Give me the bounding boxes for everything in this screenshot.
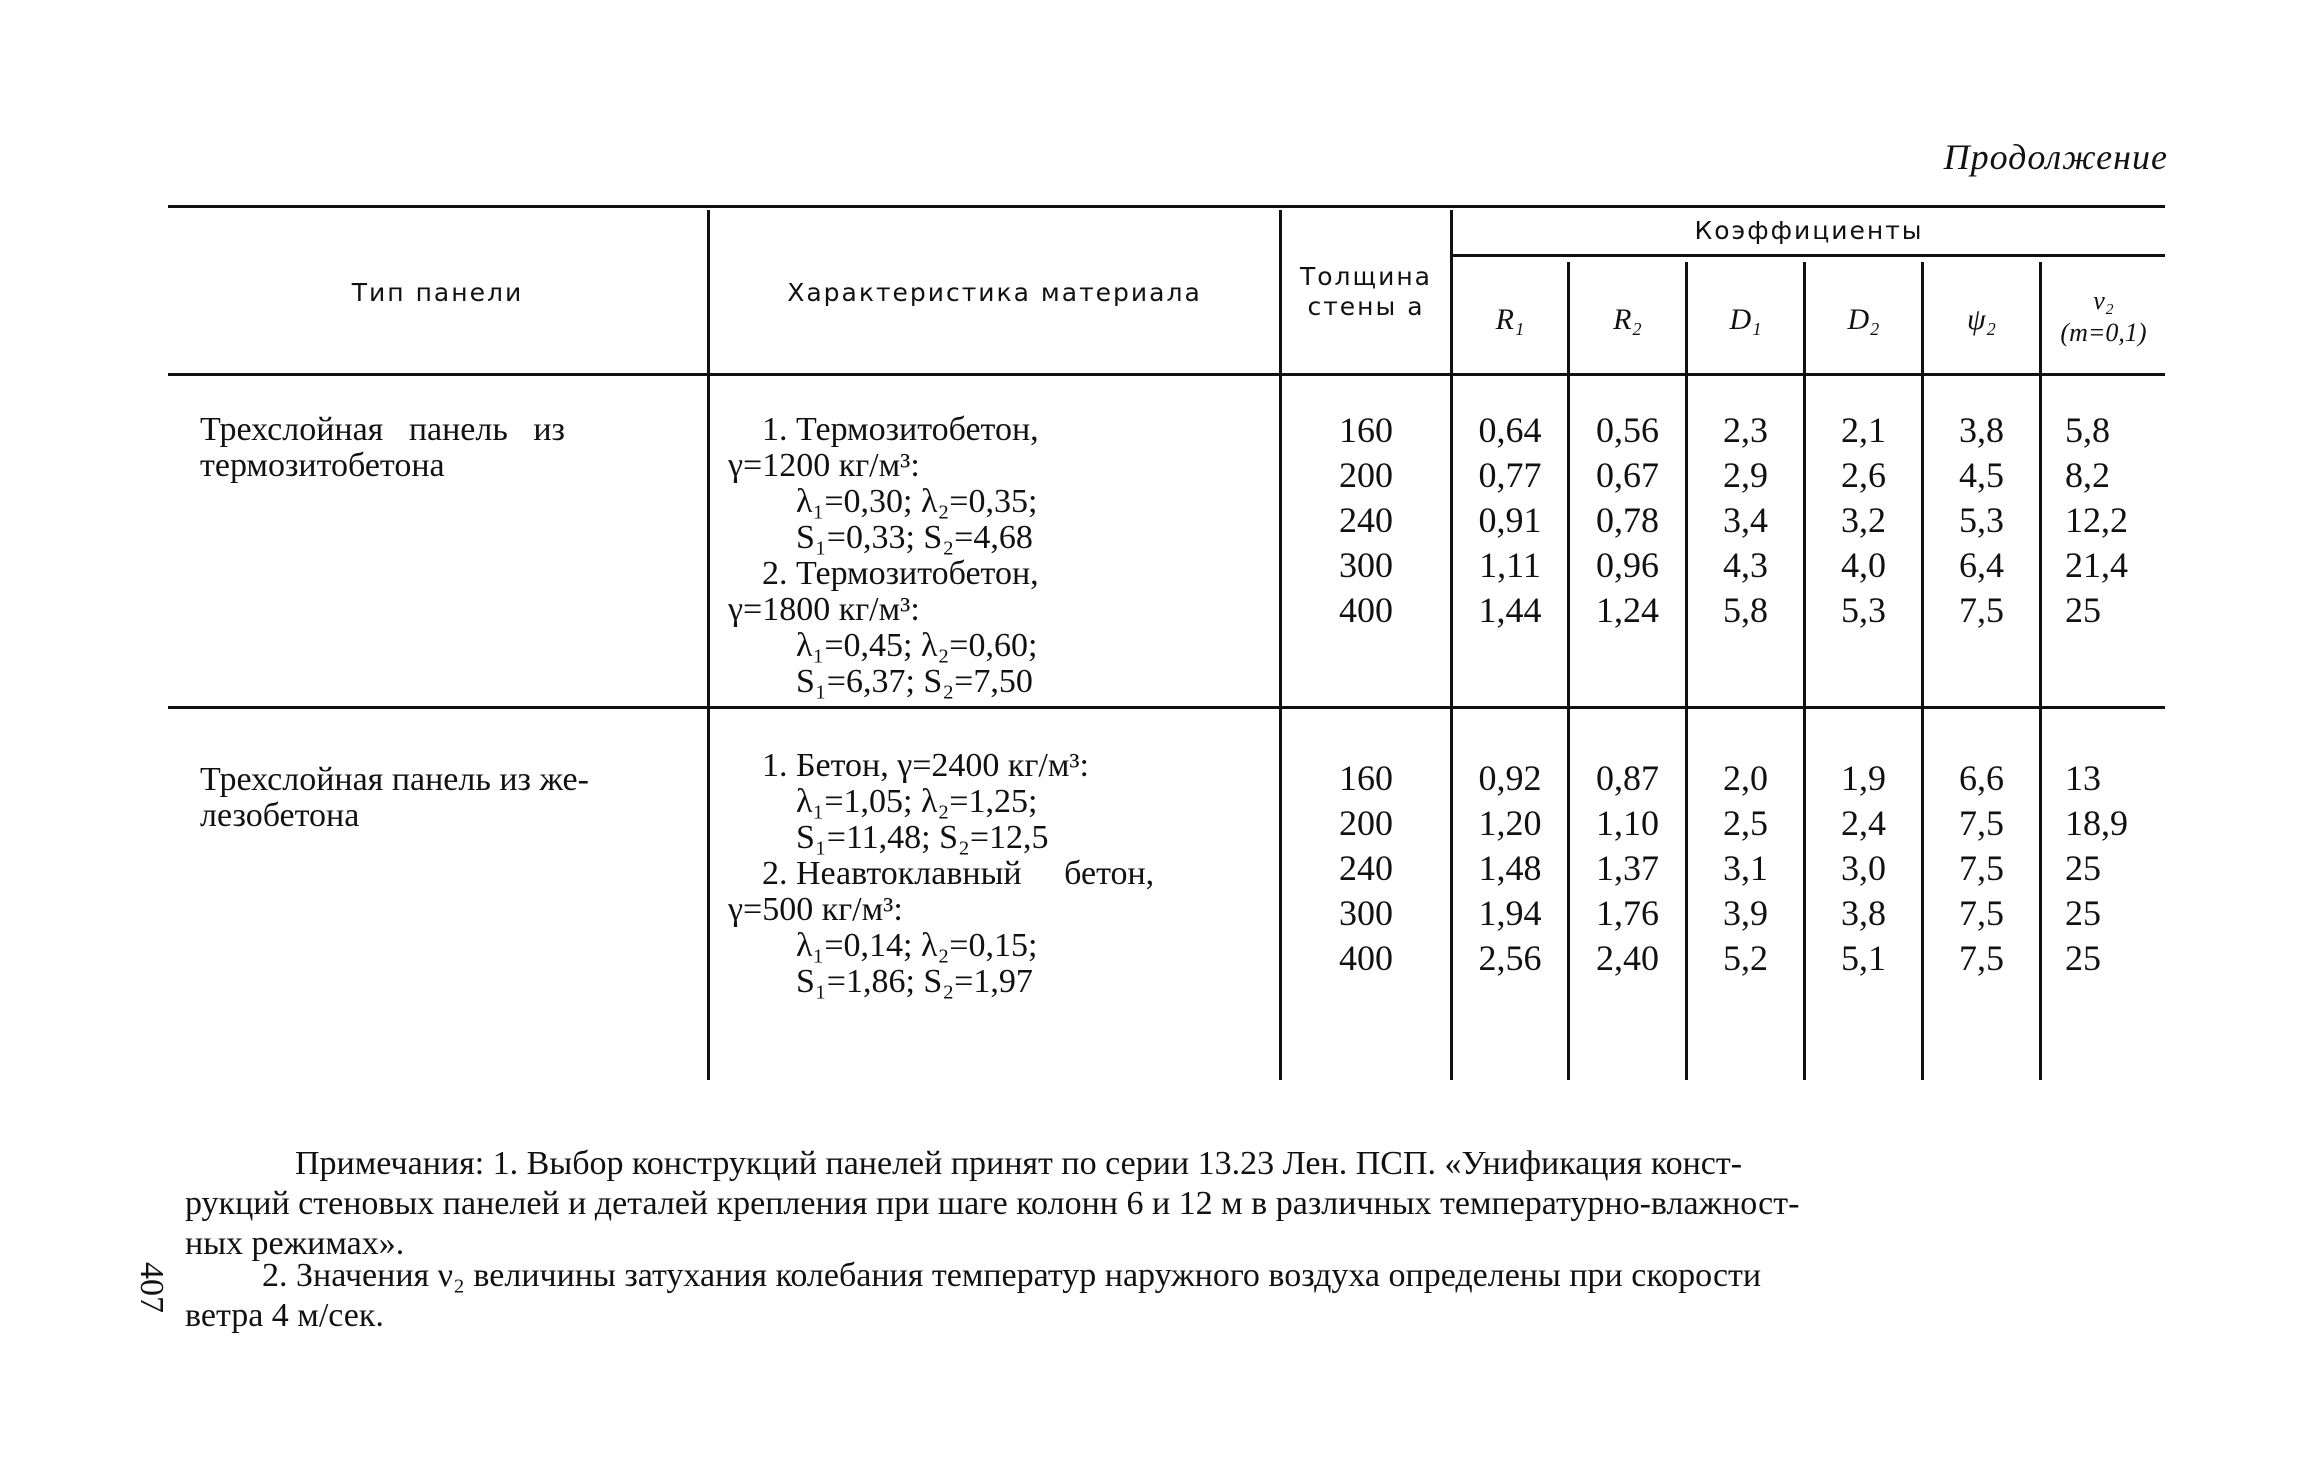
header-d1: D₁ bbox=[1729, 303, 1762, 336]
row1-panel-type: Трехслойная панель из термозитобетона bbox=[200, 411, 565, 484]
row2-d2: 1,9 2,4 3,0 3,8 5,1 bbox=[1841, 758, 1886, 978]
header-bottom-rule bbox=[168, 373, 2165, 376]
row1-nu2: 5,8 8,2 12,2 21,4 25 bbox=[2065, 410, 2128, 630]
col-divider-8 bbox=[2039, 262, 2042, 1080]
row1-psi2: 3,8 4,5 5,3 6,4 7,5 bbox=[1959, 410, 2004, 630]
header-coefficients: Коэффициенты bbox=[1694, 216, 1924, 245]
row2-r1: 0,92 1,20 1,48 1,94 2,56 bbox=[1478, 758, 1542, 978]
row1-d1: 2,3 2,9 3,4 4,3 5,8 bbox=[1723, 410, 1768, 630]
header-psi2: ψ₂ bbox=[1966, 303, 1997, 336]
coefficients-rule bbox=[1450, 254, 2165, 257]
row1-material: 1. Термозитобетон, γ=1200 кг/м³: λ₁=0,30; λ₂=0,35; S₁=0,33; S₂=4,68 2. Термозитобетон, γ=1800 кг/м³: λ₁=0,45; λ₂=0,60; S₁=6,37; S₂=7,50 bbox=[728, 411, 1039, 700]
note-line-3: ных режимах». bbox=[185, 1225, 405, 1262]
row2-nu2: 13 18,9 25 25 25 bbox=[2065, 758, 2128, 978]
row1-thickness: 160 200 240 300 400 bbox=[1339, 410, 1393, 630]
row1-r2: 0,56 0,67 0,78 0,96 1,24 bbox=[1596, 410, 1659, 630]
row2-psi2: 6,6 7,5 7,5 7,5 7,5 bbox=[1959, 758, 2004, 978]
header-material: Характеристика материала bbox=[787, 278, 1202, 307]
table-top-rule bbox=[168, 205, 2165, 208]
row1-r1: 0,64 0,77 0,91 1,11 1,44 bbox=[1478, 410, 1542, 630]
row2-d1: 2,0 2,5 3,1 3,9 5,2 bbox=[1723, 758, 1768, 978]
col-divider-1 bbox=[707, 210, 710, 1080]
row2-thickness: 160 200 240 300 400 bbox=[1339, 758, 1393, 978]
continuation-label: Продолжение bbox=[1943, 137, 2168, 177]
note-line-4: 2. Значения ν₂ величины затухания колебания температур наружного воздуха определены при скорости bbox=[262, 1257, 1762, 1294]
note-line-2: рукций стеновых панелей и деталей крепления при шаге колонн 6 и 12 м в различных температурно-влажност- bbox=[185, 1185, 1800, 1222]
header-panel-type: Тип панели bbox=[351, 278, 524, 307]
row2-panel-type: Трехслойная панель из же- лезобетона bbox=[200, 761, 589, 834]
page-number: 407 bbox=[133, 1262, 170, 1313]
header-d2: D₂ bbox=[1847, 303, 1880, 336]
header-r1: R₁ bbox=[1495, 303, 1525, 336]
row-separator-rule bbox=[168, 706, 2165, 709]
note-line-1: Примечания: 1. Выбор конструкций панелей принят по серии 13.23 Лен. ПСП. «Унификация конст- bbox=[295, 1145, 1743, 1182]
row2-r2: 0,87 1,10 1,37 1,76 2,40 bbox=[1596, 758, 1659, 978]
note-line-5: ветра 4 м/сек. bbox=[185, 1297, 384, 1334]
header-nu2: ν₂ (m=0,1) bbox=[2060, 286, 2147, 347]
header-r2: R₂ bbox=[1613, 303, 1642, 336]
row2-material: 1. Бетон, γ=2400 кг/м³: λ₁=1,05; λ₂=1,25; S₁=11,48; S₂=12,5 2. Неавтоклавный бетон, γ=500 кг/м³: λ₁=0,14; λ₂=0,15; S₁=1,86; S₂=1,97 bbox=[728, 747, 1155, 1000]
header-thickness-line2: стены a bbox=[1307, 292, 1425, 321]
row1-d2: 2,1 2,6 3,2 4,0 5,3 bbox=[1841, 410, 1886, 630]
header-thickness-line1: Толщина bbox=[1299, 262, 1432, 291]
